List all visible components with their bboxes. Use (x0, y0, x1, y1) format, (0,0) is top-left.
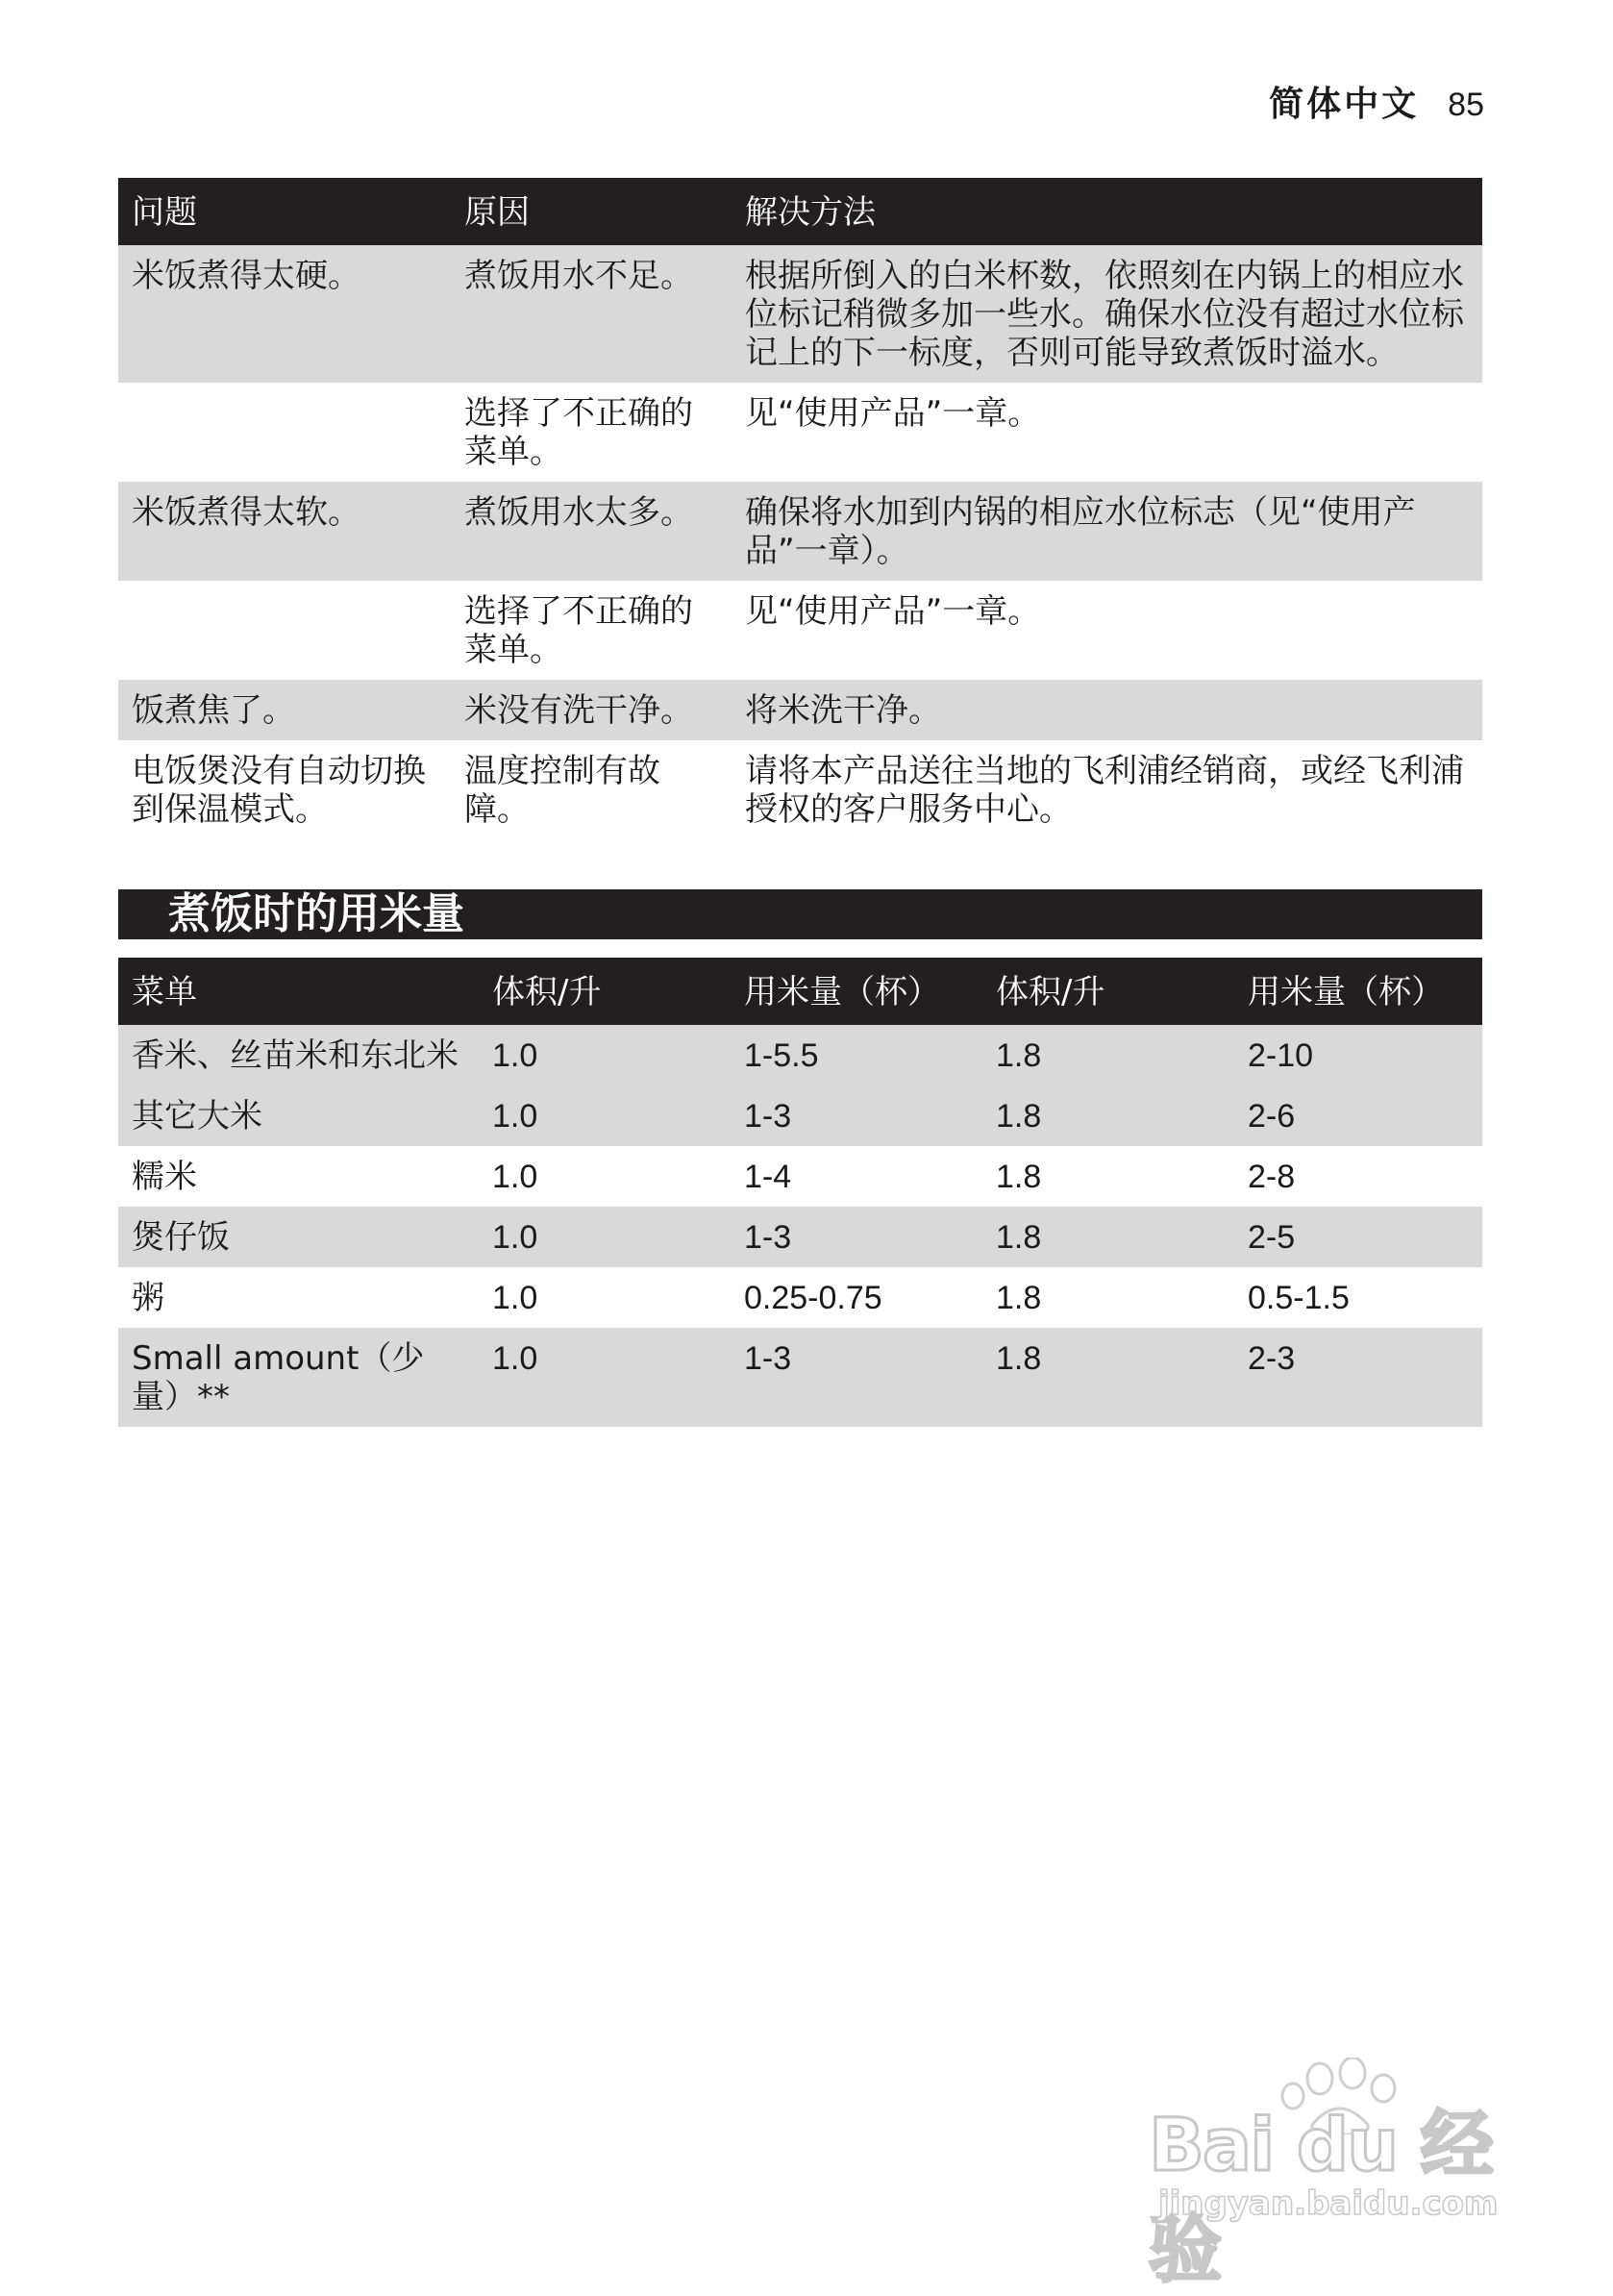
column-header-menu: 菜单 (118, 958, 479, 1025)
menu-cell: Small amount（少量）** (118, 1328, 479, 1427)
watermark-brand: Bai du 经验 (1149, 2102, 1492, 2292)
solution-cell: 见“使用产品”一章。 (745, 592, 1041, 631)
table-row (118, 245, 1482, 383)
menu-cell: 煲仔饭 (118, 1207, 479, 1267)
volume-cell: 1.8 (996, 1159, 1042, 1195)
volume-cell: 1.0 (479, 1207, 731, 1267)
cause-cell: 选择了不正确的菜单。 (464, 394, 693, 471)
solution-cell: 将米洗干净。 (732, 680, 1482, 740)
table-row (118, 581, 1482, 680)
troubleshooting-table (118, 178, 1482, 839)
volume-cell: 1.0 (492, 1280, 538, 1316)
column-header-volume-2: 体积/升 (982, 958, 1234, 1025)
volume-cell: 1.8 (982, 1086, 1234, 1146)
table-row (118, 383, 1482, 482)
column-header-cause: 原因 (451, 178, 732, 245)
table-header-row (118, 958, 1482, 1025)
cups-cell: 2-10 (1234, 1025, 1482, 1086)
rice-amount-table (118, 958, 1482, 1427)
cups-cell: 2-5 (1234, 1207, 1482, 1267)
cups-cell: 1-4 (744, 1159, 792, 1195)
page-number: 85 (1448, 87, 1484, 123)
column-header-problem: 问题 (118, 178, 451, 245)
table-row (118, 680, 1482, 740)
column-header-cups-2: 用米量（杯） (1234, 958, 1482, 1025)
problem-cell: 米饭煮得太软。 (118, 482, 451, 581)
column-header-volume-1: 体积/升 (479, 958, 731, 1025)
problem-cell: 米饭煮得太硬。 (118, 245, 451, 383)
cups-cell: 2-3 (1234, 1328, 1482, 1427)
cups-cell: 1-3 (731, 1207, 982, 1267)
table-row (118, 1267, 1482, 1328)
solution-cell: 请将本产品送往当地的飞利浦经销商，或经飞利浦授权的客户服务中心。 (745, 752, 1464, 829)
menu-cell: 其它大米 (118, 1086, 479, 1146)
cause-cell: 温度控制有故障。 (464, 752, 660, 829)
problem-cell: 电饭煲没有自动切换到保温模式。 (132, 752, 426, 829)
language-label: 简体中文 (1269, 85, 1420, 124)
cups-cell: 1-3 (731, 1328, 982, 1427)
cups-cell: 2-6 (1234, 1086, 1482, 1146)
volume-cell: 1.8 (982, 1207, 1234, 1267)
solution-cell: 见“使用产品”一章。 (745, 394, 1041, 433)
problem-cell (118, 581, 451, 680)
baidu-jingyan-watermark (1149, 2058, 1533, 2292)
table-row (118, 1328, 1482, 1427)
column-header-solution: 解决方法 (732, 178, 1482, 245)
volume-cell: 1.0 (479, 1086, 731, 1146)
volume-cell: 1.0 (492, 1159, 538, 1195)
table-row (118, 1086, 1482, 1146)
cause-cell: 煮饭用水太多。 (451, 482, 732, 581)
cause-cell: 米没有洗干净。 (451, 680, 732, 740)
problem-cell (118, 383, 451, 482)
cups-cell: 1-5.5 (731, 1025, 982, 1086)
table-row (118, 1146, 1482, 1207)
menu-cell: 粥 (132, 1279, 164, 1317)
cause-cell: 煮饭用水不足。 (451, 245, 732, 383)
cups-cell: 0.25-0.75 (744, 1280, 882, 1316)
cups-cell: 2-8 (1248, 1159, 1296, 1195)
solution-cell: 根据所倒入的白米杯数，依照刻在内锅上的相应水位标记稍微多加一些水。确保水位没有超过水位标记上的下一标度，否则可能导致煮饭时溢水。 (732, 245, 1482, 383)
watermark-url: jingyan.baidu.com (1158, 2184, 1499, 2223)
table-row (118, 482, 1482, 581)
menu-cell: 香米、丝苗米和东北米 (118, 1025, 479, 1086)
menu-cell: 糯米 (132, 1158, 197, 1196)
table-row (118, 1207, 1482, 1267)
page-header (1269, 77, 1484, 126)
problem-cell: 饭煮焦了。 (118, 680, 451, 740)
table-row (118, 740, 1482, 839)
section-title: 煮饭时的用米量 (118, 889, 1482, 939)
volume-cell: 1.0 (479, 1025, 731, 1086)
volume-cell: 1.8 (982, 1328, 1234, 1427)
column-header-cups-1: 用米量（杯） (731, 958, 982, 1025)
table-header-row (118, 178, 1482, 245)
cups-cell: 0.5-1.5 (1248, 1280, 1350, 1316)
volume-cell: 1.8 (982, 1025, 1234, 1086)
table-row (118, 1025, 1482, 1086)
volume-cell: 1.0 (479, 1328, 731, 1427)
solution-cell: 确保将水加到内锅的相应水位标志（见“使用产品”一章）。 (732, 482, 1482, 581)
volume-cell: 1.8 (996, 1280, 1042, 1316)
cause-cell: 选择了不正确的菜单。 (464, 592, 693, 669)
cups-cell: 1-3 (731, 1086, 982, 1146)
